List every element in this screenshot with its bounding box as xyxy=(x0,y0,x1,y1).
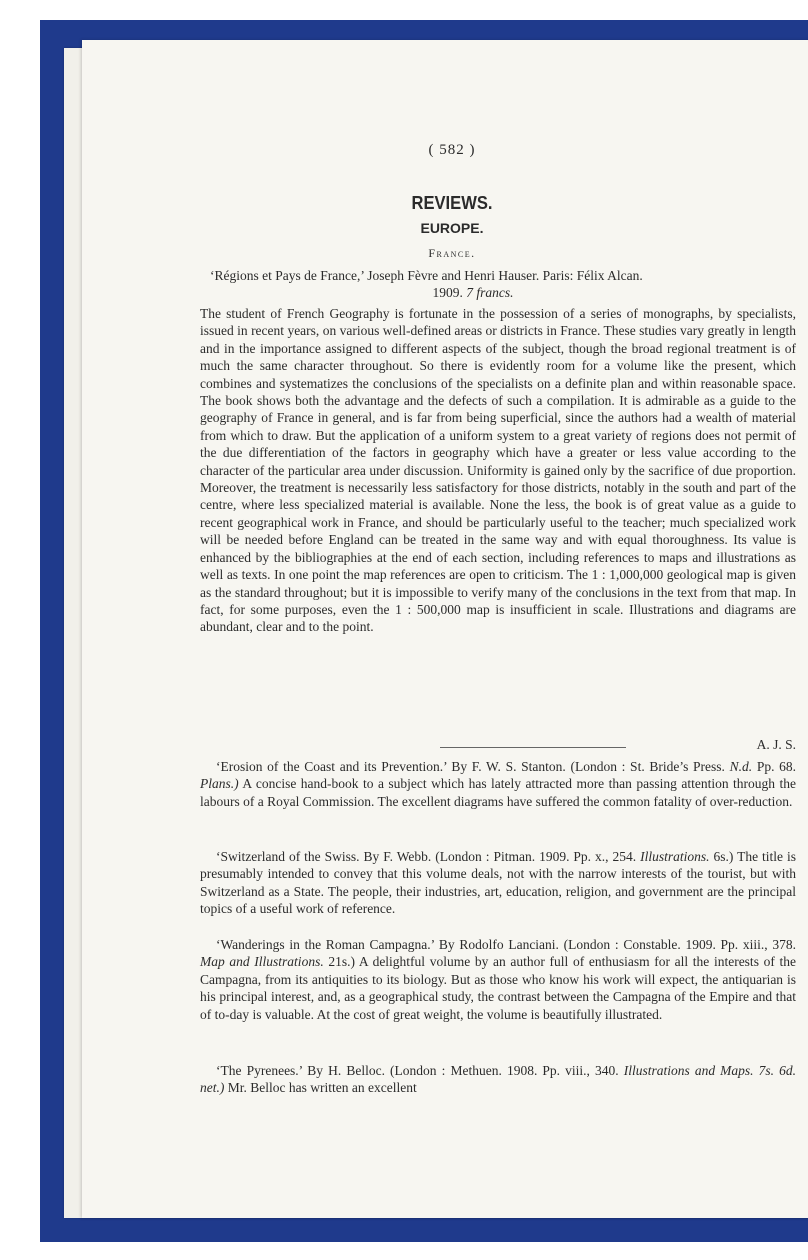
short-review-erosion: ‘Erosion of the Coast and its Prevention.’ By F. W. S. Stanton. (London : St. Bride’s Press. N.d. Pp. 68. Plans.) A concise hand-book to a subject which has lately attracted more than passing attention through the labours of a Royal Commission. The excellent diagrams have suffered the common fatality of over-reduction. xyxy=(200,759,797,809)
section-heading: EUROPE. xyxy=(420,220,484,236)
citation-line-2 xyxy=(210,284,776,301)
citation-title: ‘Régions et Pays de France,’ Joseph Fèvre and Henri Hauser. Paris: Félix Alcan. xyxy=(210,268,643,283)
page-number: ( 582 ) xyxy=(428,142,476,158)
short-review-switzerland: ‘Switzerland of the Swiss. By F. Webb. (London : Pitman. 1909. Pp. x., 254. Illustrations. 6s.) The title is presumably intended to convey that this volume deals, not with the narrow interests of the tourist, but with Switzerland as a State. The people, their industries, art, education, religion, and government are the principal topics of a useful work of reference. xyxy=(200,849,797,917)
citation-price: 7 francs. xyxy=(466,285,514,300)
short-review-pyrenees: ‘The Pyrenees.’ By H. Belloc. (London : Methuen. 1908. Pp. viii., 340. Illustrations and Maps. 7s. 6d. net.) Mr. Belloc has written an excellent xyxy=(200,1063,796,1096)
subsection-heading: France. xyxy=(428,246,476,260)
divider xyxy=(440,747,626,748)
review-body: The student of French Geography is fortunate in the possession of a series of monographs, by specialists, issued in recent years, on various well-defined areas or districts in France. These studies vary greatly in length and in the importance assigned to different aspects of the subject, though the broad regional treatment is of much the same character throughout. So there is evidently room for a volume like the present, which combines and systematizes the conclusions of the specialists on a definite plan and within reasonable space. The book shows both the advantage and the defects of such a compilation. It is admirable as a guide to the geography of France in general, and is far from being superficial, since the authors had a wealth of material from which to draw. But the application of a uniform system to a great variety of regions does not permit of the due differentiation of the factors in geography which have a greater or less value according to the character of the particular area under discussion. Uniformity is gained only by the sacrifice of due proportion. Moreover, the treatment is necessarily less satisfactory for those districts, notably in the south and part of the centre, where less specialized material is available. None the less, the book is of great value as a guide to recent geographical work in France, and should be particularly useful to the teacher; much specialized work will be needed before England can be treated in the same way and with equal thoroughness. Its value is enhanced by the bibliographies at the end of each section, including references to maps and illustrations as well as texts. In one point the map references are open to criticism. The 1 : 1,000,000 geological map is given as the standard throughout; but it is impossible to verify many of the conclusions in the text from that map. In fact, for some purposes, even the 1 : 500,000 map is insufficient in scale. Illustrations and diagrams are abundant, clear and to the point. xyxy=(200,306,796,635)
page-heading: REVIEWS. xyxy=(411,193,493,213)
citation-year: 1909. xyxy=(432,285,463,300)
journal-page xyxy=(82,40,808,1218)
short-review-campagna: ‘Wanderings in the Roman Campagna.’ By Rodolfo Lanciani. (London : Constable. 1909. Pp. xiii., 378. Map and Illustrations. 21s.) A delightful volume by an author full of enthusiasm for all the interests of the Campagna, from its antiquities to its biology. But as those who know his work will expect, the antiquarian is his principal interest, and, as a geographical study, the contrast between the Campagna of the Empire and that of to-day is valuable. At the cost of great weight, the volume is beautifully illustrated. xyxy=(200,937,797,1022)
review-citation xyxy=(210,267,776,301)
review-signature: A. J. S. xyxy=(756,737,796,752)
